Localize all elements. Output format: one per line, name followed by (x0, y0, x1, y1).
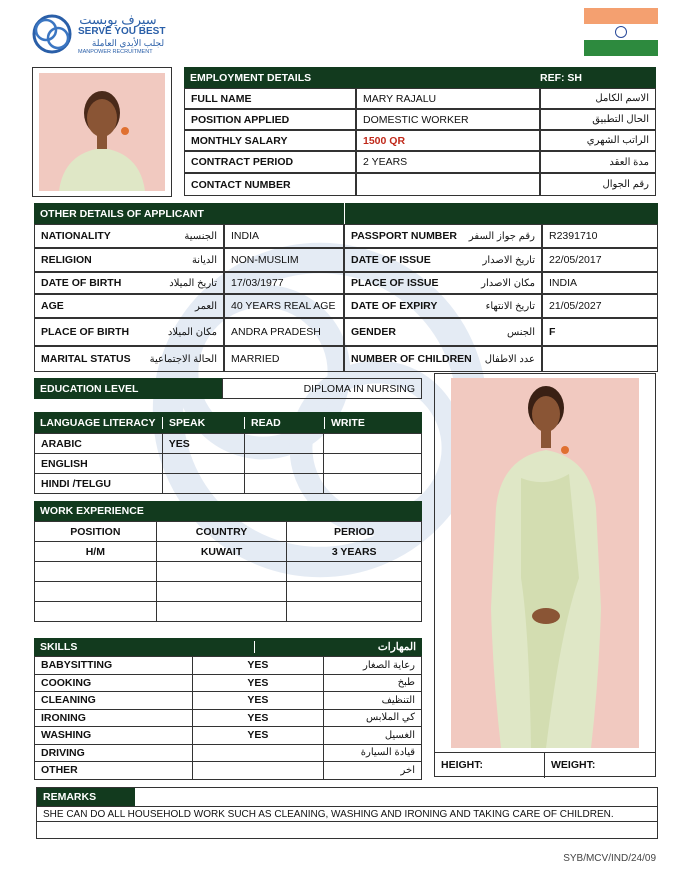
applicant-photo-frame (32, 67, 172, 197)
work-cell: 3 YEARS (287, 542, 422, 562)
skills-table (34, 656, 422, 780)
age-label-text: AGE (41, 300, 64, 312)
language-literacy-header: LANGUAGE LITERACY (40, 416, 156, 429)
remarks-header: REMARKS (37, 788, 135, 806)
language-name: HINDI /TELGU (35, 474, 163, 494)
weight-field: WEIGHT: (545, 752, 655, 778)
applicant-portrait-photo (39, 73, 165, 191)
date-of-issue-value: 22/05/2017 (542, 248, 658, 272)
work-cell (156, 582, 287, 602)
language-table (34, 433, 422, 494)
language-cell (324, 454, 422, 474)
skill-name-arabic: التنظيف (324, 692, 422, 710)
date-of-expiry-label-text: DATE OF EXPIRY (351, 300, 438, 312)
footer-reference-code: SYB/MCV/IND/24/09 (563, 853, 656, 864)
skill-value: YES (192, 709, 324, 727)
skill-row (35, 709, 422, 727)
other-details-header: OTHER DETAILS OF APPLICANT (34, 203, 344, 224)
place-of-issue-label-text: PLACE OF ISSUE (351, 277, 439, 289)
language-name: ARABIC (35, 434, 163, 454)
skill-name-arabic: قيادة السيارة (324, 744, 422, 762)
monthly-salary-arabic: الراتب الشهري (540, 130, 656, 151)
skill-row (35, 692, 422, 710)
write-header: WRITE (324, 417, 422, 429)
age-value: 40 YEARS REAL AGE (224, 294, 344, 318)
work-cell (156, 562, 287, 582)
skill-name: COOKING (35, 674, 193, 692)
contact-number-arabic: رقم الجوال (540, 173, 656, 196)
language-cell (244, 474, 324, 494)
skill-value: YES (192, 692, 324, 710)
gender-value: F (542, 318, 658, 346)
work-cell (35, 602, 157, 622)
contact-number-label: CONTACT NUMBER (184, 173, 356, 196)
logo-arabic: سيرف يوبست (79, 12, 157, 27)
skill-name-arabic: اخر (324, 762, 422, 780)
logo-name: SERVE YOU BEST (78, 26, 166, 37)
skills-title-arabic: المهارات (254, 641, 422, 653)
language-row (35, 434, 422, 454)
work-cell (287, 562, 422, 582)
skill-row (35, 657, 422, 675)
skill-name: OTHER (35, 762, 193, 780)
skill-row (35, 744, 422, 762)
company-logo (30, 12, 200, 60)
date-of-issue-label (344, 248, 542, 272)
logo-rings-icon (30, 12, 74, 56)
number-of-children-label-text: NUMBER OF CHILDREN (351, 353, 472, 365)
passport-number-value: R2391710 (542, 224, 658, 248)
number-of-children-label-arabic: عدد الاطفال (484, 353, 535, 365)
ref-label: REF: SH (540, 71, 582, 84)
number-of-children-value (542, 346, 658, 372)
gender-label (344, 318, 542, 346)
skill-name: DRIVING (35, 744, 193, 762)
place-of-birth-label-arabic: مكان الميلاد (167, 326, 217, 338)
skill-value (192, 762, 324, 780)
remarks-text: SHE CAN DO ALL HOUSEHOLD WORK SUCH AS CLEANING, WASHING AND IRONING AND TAKING CARE OF CHILDREN. (37, 806, 657, 822)
religion-label (34, 248, 224, 272)
skill-name: WASHING (35, 727, 193, 745)
religion-label-arabic: الديانة (191, 254, 217, 266)
employment-details-title: EMPLOYMENT DETAILS (190, 71, 312, 84)
contact-number-value (356, 173, 540, 196)
work-cell (287, 582, 422, 602)
full-name-value: MARY RAJALU (356, 88, 540, 109)
passport-number-label-text: PASSPORT NUMBER (351, 230, 457, 242)
work-row (35, 542, 422, 562)
logo-arabic-sub: لجلب الأيدي العاملة (91, 38, 165, 48)
skill-value: YES (192, 727, 324, 745)
work-cell (287, 602, 422, 622)
skill-value: YES (192, 674, 324, 692)
other-details-header-right (344, 203, 658, 224)
contract-period-label: CONTRACT PERIOD (184, 151, 356, 173)
applicant-full-body-photo (451, 378, 639, 748)
date-of-expiry-label-arabic: تاريخ الانتهاء (485, 300, 535, 312)
skill-value (192, 744, 324, 762)
skill-name-arabic: كي الملابس (324, 709, 422, 727)
full-body-photo-frame (434, 373, 656, 777)
education-level-label: EDUCATION LEVEL (34, 378, 222, 399)
work-cell (156, 602, 287, 622)
contract-period-arabic: مدة العقد (540, 151, 656, 173)
date-of-birth-label (34, 272, 224, 294)
employment-details-header (184, 67, 656, 88)
place-of-issue-value: INDIA (542, 272, 658, 294)
marital-status-label-text: MARITAL STATUS (41, 353, 131, 365)
gender-label-arabic: الجنس (506, 326, 535, 338)
place-of-issue-label-arabic: مكان الاصدار (481, 277, 535, 289)
place-of-issue-label (344, 272, 542, 294)
passport-number-label-arabic: رقم جواز السفر (468, 230, 535, 242)
age-label-arabic: العمر (195, 300, 217, 312)
work-row (35, 582, 422, 602)
skill-name: BABYSITTING (35, 657, 193, 675)
education-level-value: DIPLOMA IN NURSING (222, 378, 422, 399)
language-cell (324, 474, 422, 494)
language-name: ENGLISH (35, 454, 163, 474)
nationality-value: INDIA (224, 224, 344, 248)
read-header: READ (244, 417, 324, 429)
contract-period-value: 2 YEARS (356, 151, 540, 173)
full-name-arabic: الاسم الكامل (540, 88, 656, 109)
monthly-salary-value: 1500 QR (356, 130, 540, 151)
marital-status-value: MARRIED (224, 346, 344, 372)
work-row (35, 562, 422, 582)
religion-value: NON-MUSLIM (224, 248, 344, 272)
date-of-birth-label-arabic: تاريخ الميلاد (169, 277, 217, 289)
language-row (35, 454, 422, 474)
remarks-box (36, 787, 658, 839)
date-of-expiry-label (344, 294, 542, 318)
date-of-issue-label-arabic: تاريخ الاصدار (482, 254, 535, 266)
skills-title: SKILLS (40, 641, 78, 653)
religion-label-text: RELIGION (41, 254, 92, 266)
work-cell: KUWAIT (156, 542, 287, 562)
nationality-label-arabic: الجنسية (184, 230, 217, 242)
skill-value: YES (192, 657, 324, 675)
speak-header: SPEAK (162, 417, 244, 429)
skill-name-arabic: طبخ (324, 674, 422, 692)
position-applied-arabic: الحال التطبيق (540, 109, 656, 130)
age-label (34, 294, 224, 318)
logo-tagline: MANPOWER RECRUITMENT (78, 49, 153, 55)
work-column-header: POSITION (35, 522, 157, 542)
work-experience-table (34, 521, 422, 622)
language-row (35, 474, 422, 494)
place-of-birth-value: ANDRA PRADESH (224, 318, 344, 346)
place-of-birth-label (34, 318, 224, 346)
language-cell (162, 454, 244, 474)
work-columns-row (35, 522, 422, 542)
india-flag-icon (584, 8, 658, 56)
nationality-label (34, 224, 224, 248)
work-column-header: COUNTRY (156, 522, 287, 542)
date-of-birth-value: 17/03/1977 (224, 272, 344, 294)
work-cell (35, 562, 157, 582)
work-cell: H/M (35, 542, 157, 562)
language-cell (324, 434, 422, 454)
language-header (34, 412, 422, 433)
full-name-label: FULL NAME (184, 88, 356, 109)
date-of-issue-label-text: DATE OF ISSUE (351, 254, 431, 266)
date-of-expiry-value: 21/05/2027 (542, 294, 658, 318)
position-applied-label: POSITION APPLIED (184, 109, 356, 130)
date-of-birth-label-text: DATE OF BIRTH (41, 277, 122, 289)
language-cell (162, 474, 244, 494)
gender-label-text: GENDER (351, 326, 396, 338)
language-cell (244, 454, 324, 474)
skill-name-arabic: الغسيل (324, 727, 422, 745)
skill-name-arabic: رعاية الصغار (324, 657, 422, 675)
skill-name: CLEANING (35, 692, 193, 710)
language-cell: YES (162, 434, 244, 454)
work-cell (35, 582, 157, 602)
marital-status-label (34, 346, 224, 372)
skill-row (35, 727, 422, 745)
work-experience-header: WORK EXPERIENCE (34, 501, 422, 521)
nationality-label-text: NATIONALITY (41, 230, 111, 242)
skill-row (35, 674, 422, 692)
position-applied-value: DOMESTIC WORKER (356, 109, 540, 130)
height-field: HEIGHT: (435, 752, 545, 778)
skill-row (35, 762, 422, 780)
monthly-salary-label: MONTHLY SALARY (184, 130, 356, 151)
skills-header (34, 638, 422, 656)
place-of-birth-label-text: PLACE OF BIRTH (41, 326, 130, 338)
skill-name: IRONING (35, 709, 193, 727)
language-cell (244, 434, 324, 454)
work-column-header: PERIOD (287, 522, 422, 542)
work-row (35, 602, 422, 622)
passport-number-label (344, 224, 542, 248)
marital-status-label-arabic: الحالة الاجتماعية (149, 353, 217, 365)
number-of-children-label (344, 346, 542, 372)
